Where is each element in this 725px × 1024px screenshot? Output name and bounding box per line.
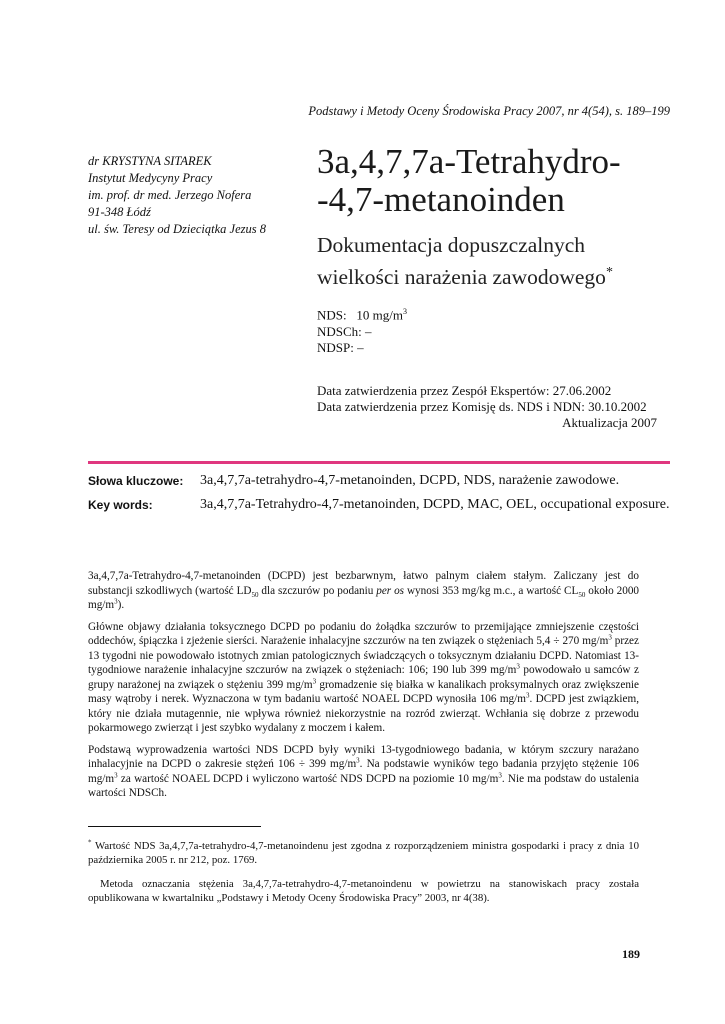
author-postal-code: 91-348 Łódź — [88, 205, 151, 219]
p1-text-d: około 2000 mg/m — [88, 584, 640, 611]
p1-text-a: 3a,4,7,7a-Tetrahydro-4,7-metanoinden (DCPD) jest bezbarwnym, łatwo palnym ciałem stałym. Zaliczany jest do substancji szkodliwych (wartość LD — [88, 570, 639, 597]
approval-date-commission: Data zatwierdzenia przez Komisję ds. NDS i NDN: 30.10.2002 — [317, 399, 647, 414]
nds-label: NDS: — [317, 307, 347, 323]
title-line-1: 3a,4,7,7a-Tetrahydro- — [317, 142, 621, 181]
title-line-2: -4,7-metanoinden — [317, 180, 565, 219]
footnote-2-text: Metoda oznaczania stężenia 3a,4,7,7a-tetrahydro-4,7-metanoindenu w powietrzu na stanowiskach pracy została opublikowana w kwartalniku „Podstawy i Metody Oceny Środowiska Pracy” 2003, nr 4(38). — [88, 878, 639, 904]
abstract-paragraph-1 — [88, 569, 639, 613]
p2-text-a: Główne objawy działania toksycznego DCPD po podaniu do żołądka szczurów to przemijające zmniejszenie częstości oddechów, śpiączka i zjeżenie sierści. Narażenie inhalacyjne szczurów na ten związek o stężeniach 5,4 ÷ 270 mg/m — [88, 620, 639, 647]
p1-em-per-os: per os — [376, 584, 405, 597]
p2-sup-c: 3 — [312, 676, 317, 685]
section-divider — [88, 461, 670, 464]
p3-text-d: . Nie ma podstaw do ustalenia wartości NDSCh. — [88, 772, 640, 799]
footnote-1-marker: * — [88, 838, 92, 847]
approval-dates — [317, 383, 657, 431]
abstract-paragraph-2 — [88, 620, 639, 736]
p2-text-c: powodowało u samców z grupy narażonej na związek o stężeniu 399 mg/m — [88, 664, 640, 691]
p3-sup-b: 3 — [114, 770, 118, 779]
author-institute-patron: im. prof. dr med. Jerzego Nofera — [88, 188, 252, 202]
p1-text-c: wynosi 353 mg/kg m.c., a wartość CL — [404, 584, 579, 597]
p2-sup-a: 3 — [608, 633, 612, 642]
footnote-1-text: Wartość NDS 3a,4,7,7a-tetrahydro-4,7-metanoindenu jest zgodna z rozporządzeniem ministra gospodarki i pracy z dnia 10 października 2005 r. nr 212, poz. 1769. — [88, 840, 639, 866]
update-year: Aktualizacja 2007 — [562, 415, 657, 430]
p2-text-e: . DCPD jest związkiem, który nie działa mutagennie, nie wpływa również niekorzystnie na rozród zwierząt. Wchłania się dobrze z przewodu pokarmowego zwierząt i jest szybko wydalany z moczem i kałem. — [88, 693, 639, 734]
p1-text-e: ). — [117, 599, 125, 611]
abstract-paragraph-3 — [88, 743, 639, 801]
abstract-body — [88, 569, 639, 808]
footnote-1 — [88, 839, 639, 867]
document-title — [317, 143, 647, 219]
author-street: ul. św. Teresy od Dzieciątka Jezus 8 — [88, 222, 266, 236]
footnote-divider — [88, 826, 261, 827]
author-name: dr KRYSTYNA SITAREK — [88, 154, 212, 168]
footnote-2 — [88, 877, 639, 905]
subtitle-footnote-marker: * — [605, 265, 613, 280]
keywords-polish-label: Słowa kluczowe: — [88, 474, 184, 488]
p2-text-d: gromadzenie się białka w kanalikach proksymalnych oraz zwiększenie masy wątroby i nerek. Wyznaczona w tym badaniu wartość NOAEL DCPD wynosiła 106 mg/m — [88, 678, 639, 705]
nds-value: 10 mg/m — [356, 307, 403, 323]
subtitle-line-2-text: wielkości narażenia zawodowego — [317, 265, 606, 290]
p1-text-b: dla szczurów po podaniu — [258, 584, 377, 597]
exposure-limits — [317, 304, 407, 357]
p3-sup-c: 3 — [498, 770, 502, 779]
nds-exponent: 3 — [402, 307, 407, 316]
p3-sup-a: 3 — [356, 756, 360, 765]
p3-text-a: Podstawą wyprowadzenia wartości NDS DCPD były wyniki 13-tygodniowego badania, w którym szczury narażano inhalacyjnie na DCPD o zakresie stężeń 106 ÷ 399 mg/m — [88, 743, 639, 770]
nds-limit — [317, 304, 407, 324]
p1-sup: 3 — [114, 597, 118, 606]
document-subtitle — [317, 231, 667, 291]
keywords-polish-value: 3a,4,7,7a-tetrahydro-4,7-metanoinden, DCPD, NDS, narażenie zawodowe. — [200, 473, 620, 488]
keywords-english-label: Key words: — [88, 498, 153, 512]
p1-sub-ld50: 50 — [251, 590, 259, 599]
p3-text-c: za wartość NOAEL DCPD i wyliczono wartość NDS DCPD na poziomie 10 mg/m — [117, 772, 499, 785]
keywords-english-value: 3a,4,7,7a-Tetrahydro-4,7-metanoinden, DCPD, MAC, OEL, occupational exposure. — [200, 497, 670, 512]
footnotes — [88, 839, 639, 915]
subtitle-line-2 — [317, 259, 667, 291]
p1-sub-cl50: 50 — [578, 590, 586, 599]
ndsch-limit: NDSCh: – — [317, 323, 372, 339]
author-institute: Instytut Medycyny Pracy — [88, 171, 213, 185]
ndsp-limit: NDSP: – — [317, 340, 364, 356]
page-number: 189 — [622, 947, 640, 961]
p2-sup-d: 3 — [525, 691, 530, 700]
p2-sup-b: 3 — [516, 662, 520, 671]
journal-reference: Podstawy i Metody Oceny Środowiska Pracy 2007, nr 4(54), s. 189–199 — [308, 104, 670, 118]
approval-date-experts: Data zatwierdzenia przez Zespół Ekspertów: 27.06.2002 — [317, 383, 612, 398]
p3-text-b: . Na podstawie wyników tego badania przyjęto stężenie 106 mg/m — [88, 758, 639, 785]
author-block — [88, 153, 318, 238]
subtitle-line-1: Dokumentacja dopuszczalnych — [317, 233, 586, 257]
p2-text-b: przez 13 tygodni nie powodowało istotnych zmian patologicznych świadczących o toksycznym działaniu DCPD. Natomiast 13-tygodniowe narażenie inhalacyjne szczurów na związek o stężeniach: 106; 190 lub 399 mg/m — [88, 635, 639, 676]
